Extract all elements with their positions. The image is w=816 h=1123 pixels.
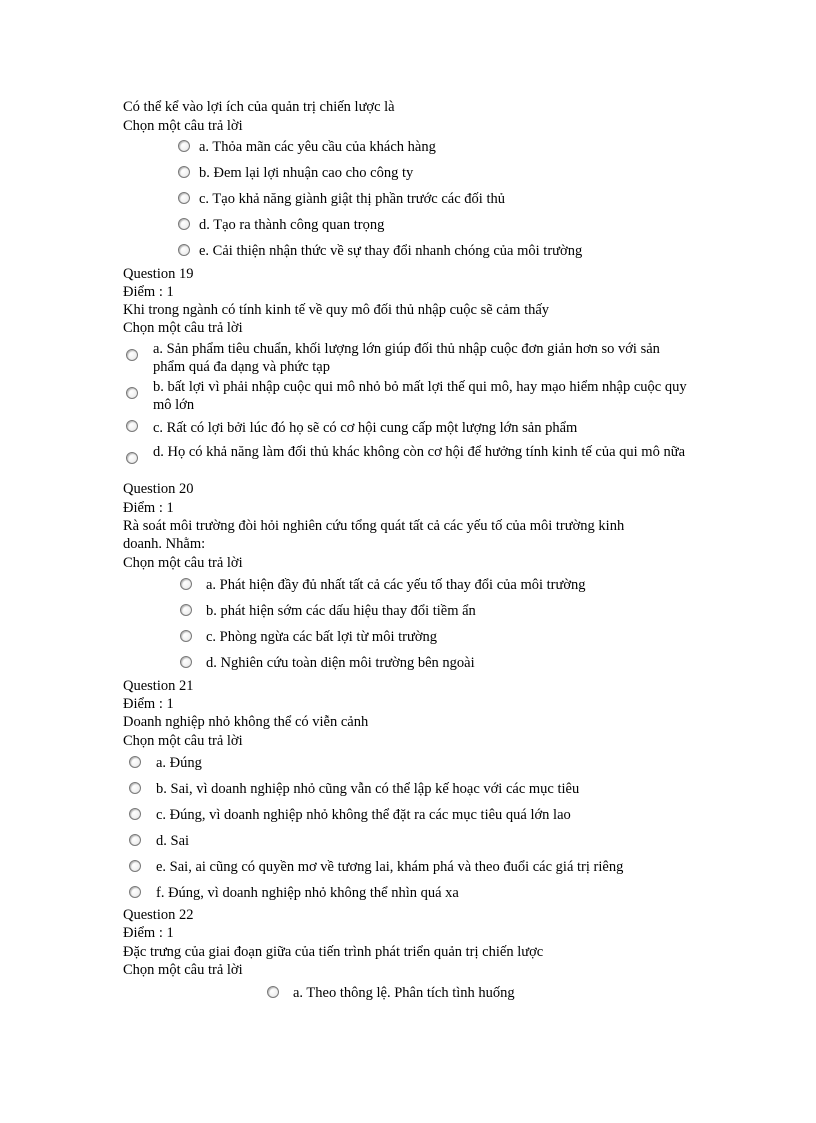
q21-score: Điểm : 1 xyxy=(123,696,174,712)
option-label: d. Nghiên cứu toàn diện môi trường bên ngoài xyxy=(206,655,475,671)
radio-button-icon[interactable] xyxy=(129,860,141,872)
radio-button-icon[interactable] xyxy=(129,782,141,794)
q18-option-b[interactable] xyxy=(178,164,413,182)
option-label: e. Cải thiện nhận thức về sự thay đổi nhanh chóng của môi trường xyxy=(199,243,583,259)
radio-button-icon[interactable] xyxy=(178,140,190,152)
q22-score: Điểm : 1 xyxy=(123,925,174,941)
q21-option-d[interactable] xyxy=(129,832,189,850)
q19-option-b[interactable] xyxy=(126,378,693,414)
option-label: d. Họ có khả năng làm đối thủ khác không còn cơ hội để hưởng tính kinh tế của qui mô nữa xyxy=(153,444,686,460)
option-label: d. Tạo ra thành công quan trọng xyxy=(199,217,385,233)
q22-option-a[interactable] xyxy=(267,984,515,1002)
q21-option-c[interactable] xyxy=(129,806,571,824)
option-label: b. bất lợi vì phải nhập cuộc qui mô nhỏ bỏ mất lợi thế qui mô, hay mạo hiểm nhập cuộc quy mô lớn xyxy=(153,379,687,413)
radio-button-icon[interactable] xyxy=(178,166,190,178)
option-label: a. Sản phẩm tiêu chuẩn, khối lượng lớn giúp đối thủ nhập cuộc đơn giản hơn so với sản phẩm quá đa dạng và phức tạp xyxy=(153,341,660,375)
option-label: a. Theo thông lệ. Phân tích tình huống xyxy=(293,985,515,1001)
radio-button-icon[interactable] xyxy=(180,656,192,668)
option-label: b. Đem lại lợi nhuận cao cho công ty xyxy=(199,165,414,181)
q18-question-text: Có thể kể vào lợi ích của quản trị chiến lược là xyxy=(123,99,395,115)
q21-prompt: Chọn một câu trả lời xyxy=(123,733,243,749)
q21-option-a[interactable] xyxy=(129,754,202,772)
radio-button-icon[interactable] xyxy=(126,387,138,399)
q18-option-e[interactable] xyxy=(178,242,582,260)
radio-button-icon[interactable] xyxy=(129,756,141,768)
radio-button-icon[interactable] xyxy=(178,244,190,256)
radio-button-icon[interactable] xyxy=(178,192,190,204)
radio-button-icon[interactable] xyxy=(267,986,279,998)
q21-question-text: Doanh nghiệp nhỏ không thể có viễn cảnh xyxy=(123,714,369,730)
q20-question-line-1: Rà soát môi trường đòi hỏi nghiên cứu tổng quát tất cả các yếu tố của môi trường kinh xyxy=(123,518,625,534)
q19-header: Question 19 xyxy=(123,266,194,282)
option-label: a. Phát hiện đầy đủ nhất tất cả các yếu tố thay đổi của môi trường xyxy=(206,577,586,593)
q21-header: Question 21 xyxy=(123,678,194,694)
q19-option-c[interactable] xyxy=(126,419,693,437)
option-label: e. Sai, ai cũng có quyền mơ về tương lai, khám phá và theo đuổi các giá trị riêng xyxy=(156,859,624,875)
q21-option-f[interactable] xyxy=(129,884,459,902)
option-label: c. Rất có lợi bởi lúc đó họ sẽ có cơ hội cung cấp một lượng lớn sản phẩm xyxy=(153,420,578,436)
radio-button-icon[interactable] xyxy=(129,886,141,898)
radio-button-icon[interactable] xyxy=(178,218,190,230)
option-label: d. Sai xyxy=(156,833,190,849)
radio-button-icon[interactable] xyxy=(126,452,138,464)
q21-option-e[interactable] xyxy=(129,858,623,876)
option-label: a. Đúng xyxy=(156,755,202,771)
option-label: f. Đúng, vì doanh nghiệp nhỏ không thể nhìn quá xa xyxy=(156,885,459,901)
q22-prompt: Chọn một câu trả lời xyxy=(123,962,243,978)
q18-option-c[interactable] xyxy=(178,190,505,208)
q20-header: Question 20 xyxy=(123,481,194,497)
radio-button-icon[interactable] xyxy=(180,604,192,616)
q18-prompt: Chọn một câu trả lời xyxy=(123,118,243,134)
radio-button-icon[interactable] xyxy=(129,808,141,820)
option-label: c. Phòng ngừa các bất lợi từ môi trường xyxy=(206,629,437,645)
q20-question-line-2: doanh. Nhằm: xyxy=(123,536,206,552)
radio-button-icon[interactable] xyxy=(180,578,192,590)
q20-prompt: Chọn một câu trả lời xyxy=(123,555,243,571)
q19-prompt: Chọn một câu trả lời xyxy=(123,320,243,336)
q19-option-a[interactable] xyxy=(126,340,693,376)
q21-option-b[interactable] xyxy=(129,780,579,798)
q20-option-d[interactable] xyxy=(180,654,475,672)
radio-button-icon[interactable] xyxy=(126,420,138,432)
q22-question-text: Đặc trưng của giai đoạn giữa của tiến trình phát triển quản trị chiến lược xyxy=(123,944,544,960)
option-label: b. Sai, vì doanh nghiệp nhỏ cũng vẫn có thể lập kế hoạc với các mục tiêu xyxy=(156,781,580,797)
option-label: a. Thỏa mãn các yêu cầu của khách hàng xyxy=(199,139,436,155)
q20-option-a[interactable] xyxy=(180,576,586,594)
q18-option-d[interactable] xyxy=(178,216,384,234)
radio-button-icon[interactable] xyxy=(126,349,138,361)
option-label: b. phát hiện sớm các dấu hiệu thay đổi tiềm ẩn xyxy=(206,603,476,619)
q19-option-d[interactable] xyxy=(126,443,693,464)
q19-question-text: Khi trong ngành có tính kinh tế về quy mô đối thủ nhập cuộc sẽ cảm thấy xyxy=(123,302,550,318)
q18-option-a[interactable] xyxy=(178,138,436,156)
option-label: c. Tạo khả năng giành giật thị phần trước các đối thủ xyxy=(199,191,505,207)
option-label: c. Đúng, vì doanh nghiệp nhỏ không thể đặt ra các mục tiêu quá lớn lao xyxy=(156,807,571,823)
q22-header: Question 22 xyxy=(123,907,194,923)
q20-option-b[interactable] xyxy=(180,602,476,620)
q20-score: Điểm : 1 xyxy=(123,500,174,516)
radio-button-icon[interactable] xyxy=(129,834,141,846)
q19-score: Điểm : 1 xyxy=(123,284,174,300)
q20-option-c[interactable] xyxy=(180,628,437,646)
radio-button-icon[interactable] xyxy=(180,630,192,642)
